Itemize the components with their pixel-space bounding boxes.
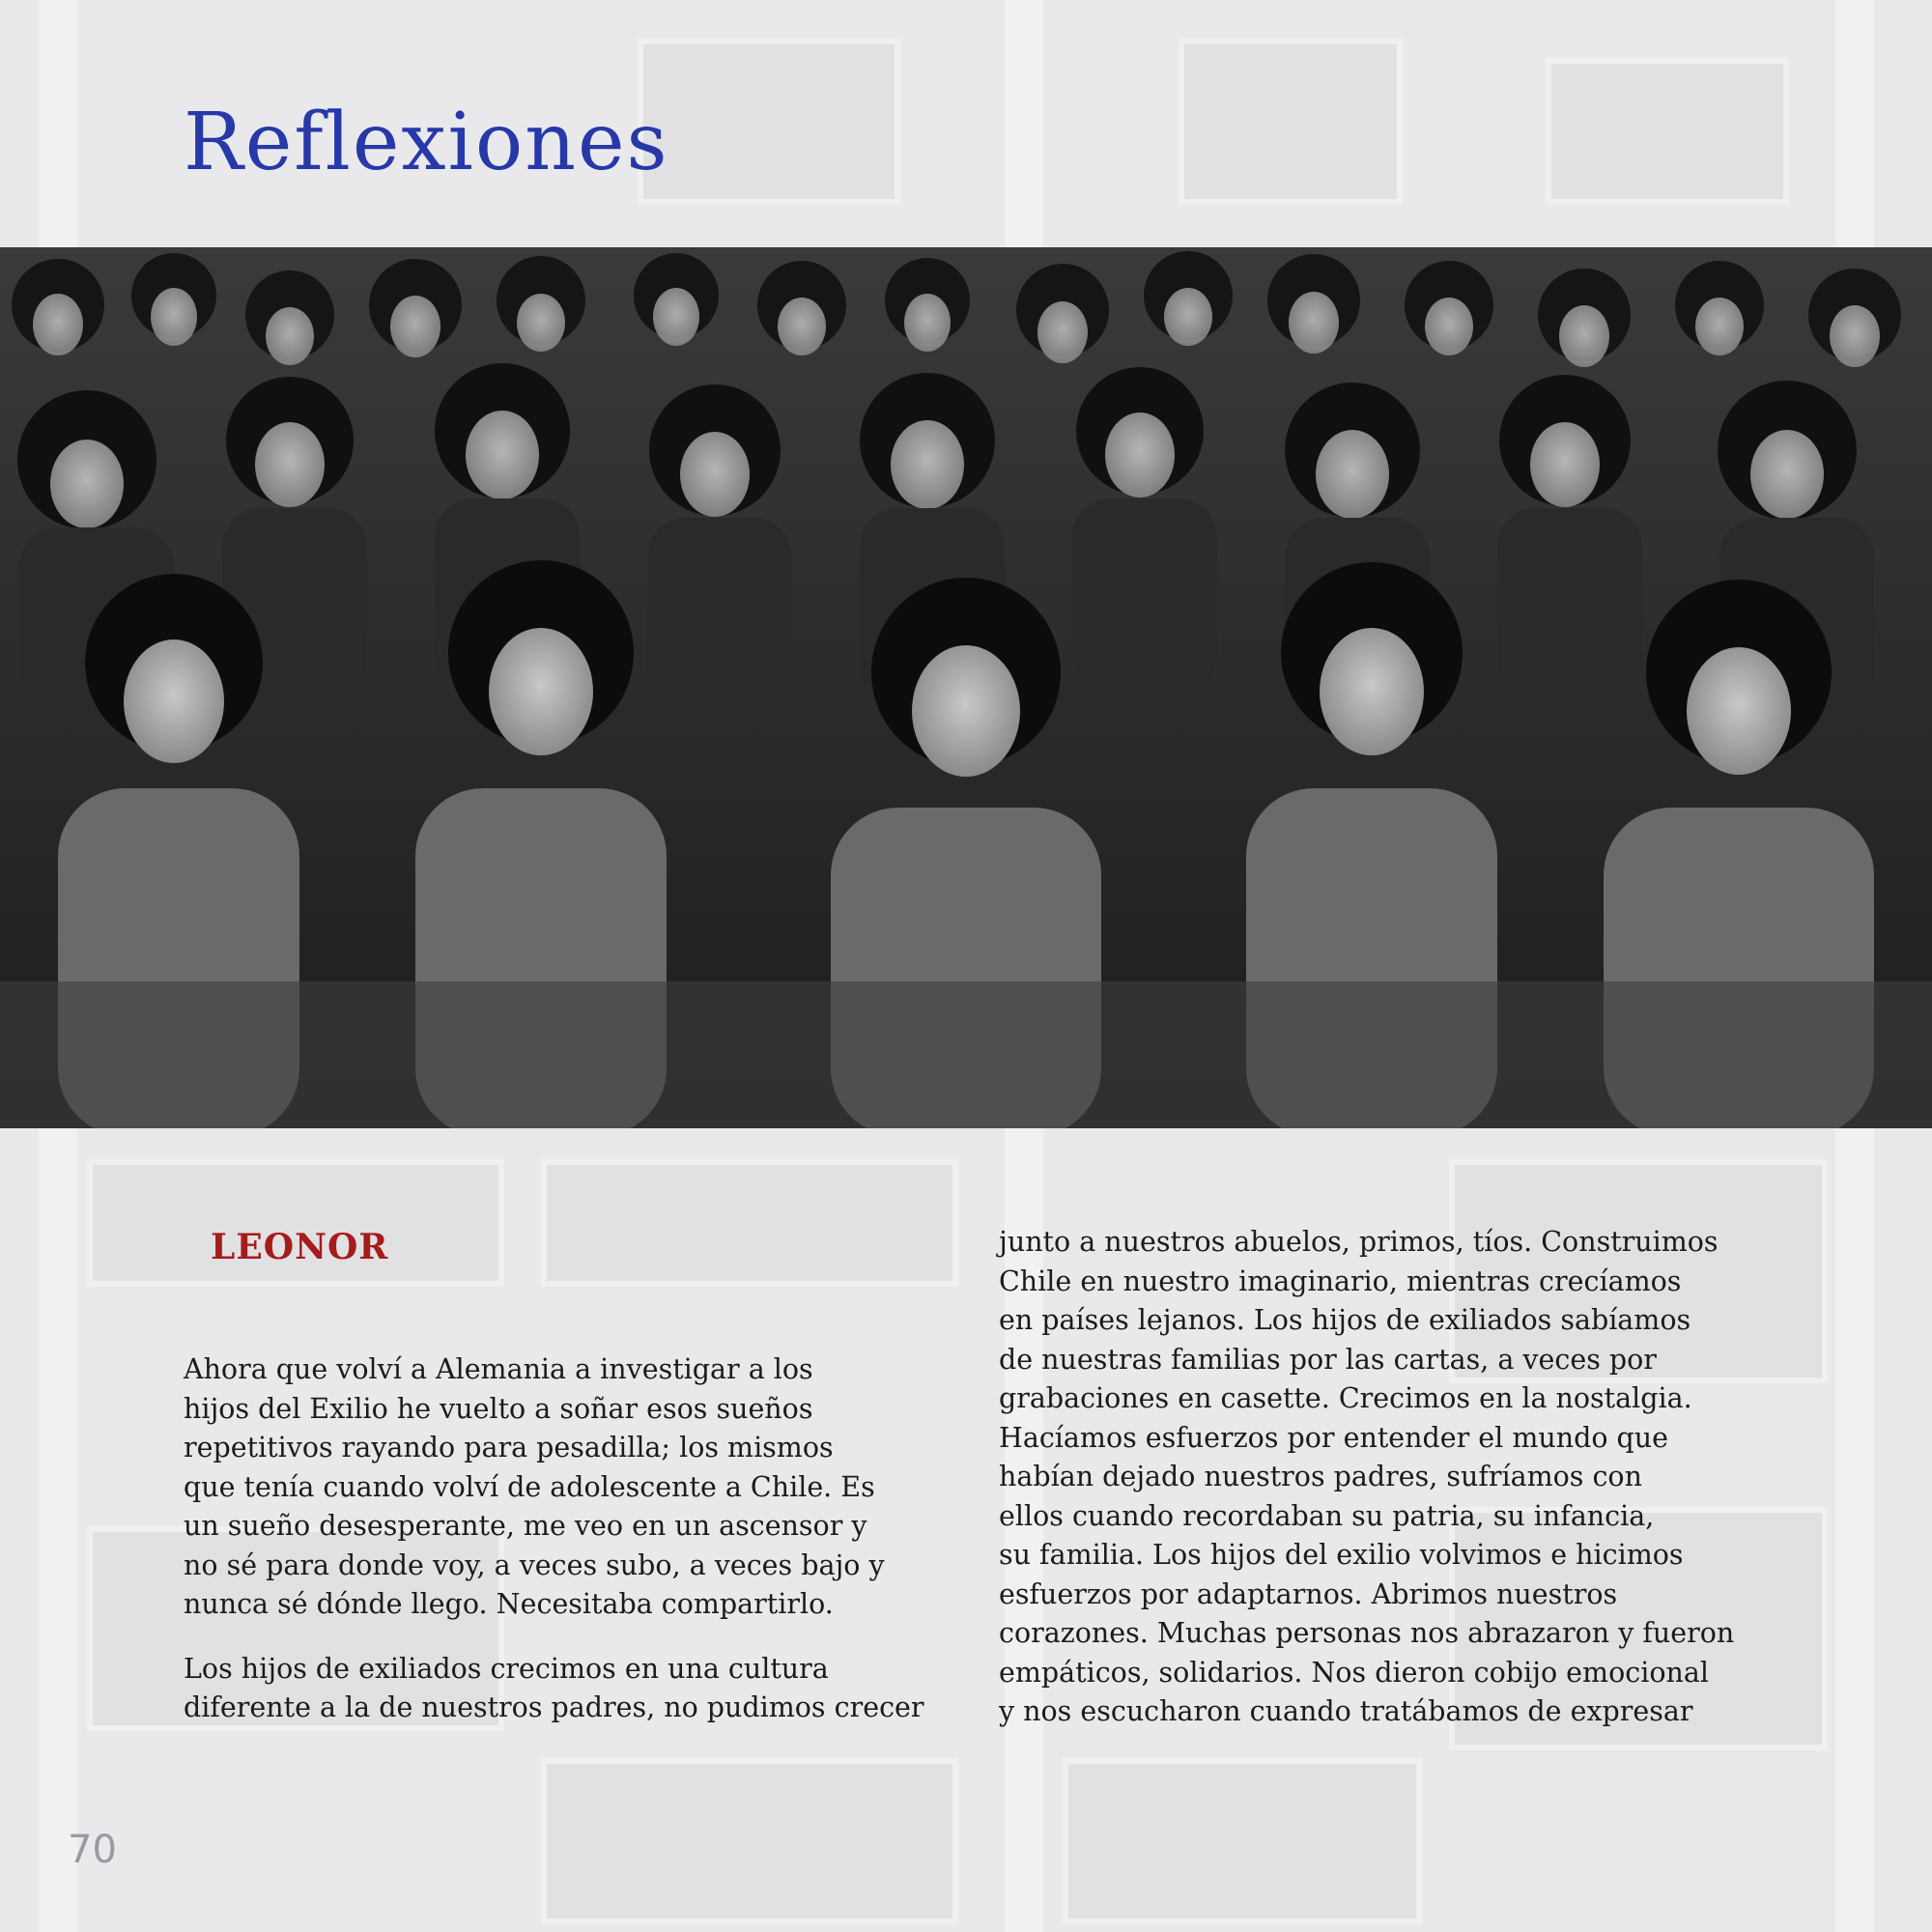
left-text-column xyxy=(184,1350,947,1753)
right-text-column xyxy=(999,1223,1762,1757)
paragraph: junto a nuestros abuelos, primos, tíos. Construimos Chile en nuestro imaginario, mientras crecíamos en países lejanos. Los hijos de exiliados sabíamos de nuestras familias por las cartas, a veces por grabaciones en casette. Crecimos en la nostalgia. Hacíamos esfuerzos por entender el mundo que habían dejado nuestros padres, sufríamos con ellos cuando recordaban su patria, su infancia, su familia. Los hijos del exilio volvimos e hicimos esfuerzos por adaptarnos. Abrimos nuestros corazones. Muchas personas nos abrazaron y fueron empáticos, solidarios. Nos dieron cobijo emocional y nos escucharon cuando tratábamos de expresar xyxy=(999,1226,1735,1727)
group-photo xyxy=(0,247,1932,1128)
paragraph: Ahora que volví a Alemania a investigar a los hijos del Exilio he vuelto a soñar esos sueños repetitivos rayando para pesadilla; los mismos que tenía cuando volví de adolescente a Chile. Es un sueño desesperante, me veo en un ascensor y no sé para donde voy, a veces subo, a veces bajo y nunca sé dónde llego. Necesitaba compartirlo. xyxy=(184,1353,885,1620)
page-title: Reflexiones xyxy=(184,97,669,188)
paragraph: Los hijos de exiliados crecimos en una cultura diferente a la de nuestros padres, no pudimos crecer xyxy=(184,1652,924,1723)
page-number: 70 xyxy=(68,1828,117,1872)
author-name: LEONOR xyxy=(211,1227,389,1267)
